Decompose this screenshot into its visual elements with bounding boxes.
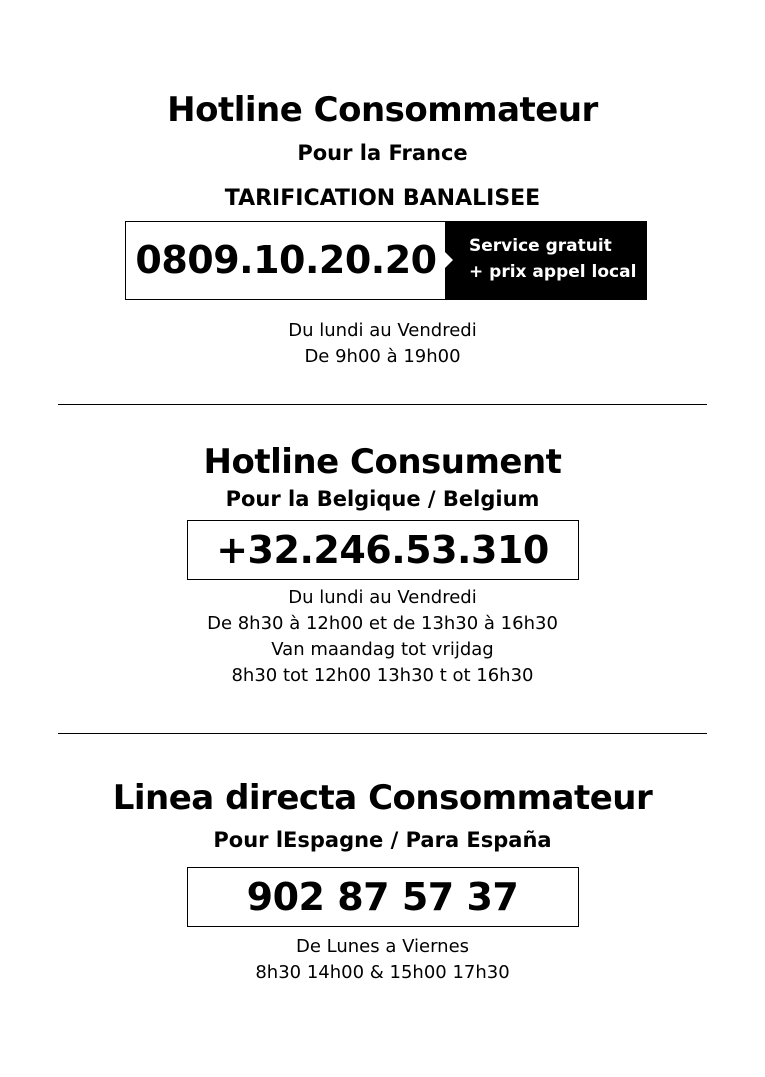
belgium-hours-days-fr: Du lundi au Vendredi (288, 587, 477, 608)
belgium-phone-number[interactable]: +32.246.53.310 (216, 528, 549, 572)
spain-phone-box (187, 867, 579, 927)
spain-phone-number[interactable]: 902 87 57 37 (246, 875, 519, 919)
belgium-hours-time-fr: De 8h30 à 12h00 et de 13h30 à 16h30 (207, 613, 558, 634)
france-hours-time: De 9h00 à 19h00 (304, 346, 461, 367)
section-divider-1 (58, 404, 707, 405)
france-hours-days: Du lundi au Vendredi (288, 320, 477, 341)
badge-arrow-icon (445, 252, 453, 268)
section-divider-2 (58, 733, 707, 734)
france-country: Pour la France (297, 141, 468, 165)
spain-title: Linea directa Consommateur (112, 778, 653, 818)
belgium-title: Hotline Consument (203, 442, 562, 482)
badge-line-1: Service gratuit (469, 235, 612, 256)
belgium-hours-time-nl: 8h30 tot 12h00 13h30 t ot 16h30 (231, 665, 534, 686)
spain-hours-days: De Lunes a Viernes (295, 936, 470, 957)
france-phone-box (125, 221, 647, 300)
spain-country: Pour lEspagne / Para España (213, 828, 552, 852)
belgium-hours-days-nl: Van maandag tot vrijdag (271, 639, 494, 660)
spain-hours-time: 8h30 14h00 & 15h00 17h30 (255, 962, 510, 983)
france-title: Hotline Consommateur (167, 90, 598, 130)
france-phone-number[interactable]: 0809.10.20.20 (135, 238, 437, 282)
france-pricing: TARIFICATION BANALISEE (224, 186, 541, 211)
belgium-country: Pour la Belgique / Belgium (225, 487, 540, 511)
belgium-phone-box (187, 520, 579, 580)
badge-line-2: + prix appel local (469, 261, 637, 282)
france-pricing-badge (445, 221, 647, 300)
